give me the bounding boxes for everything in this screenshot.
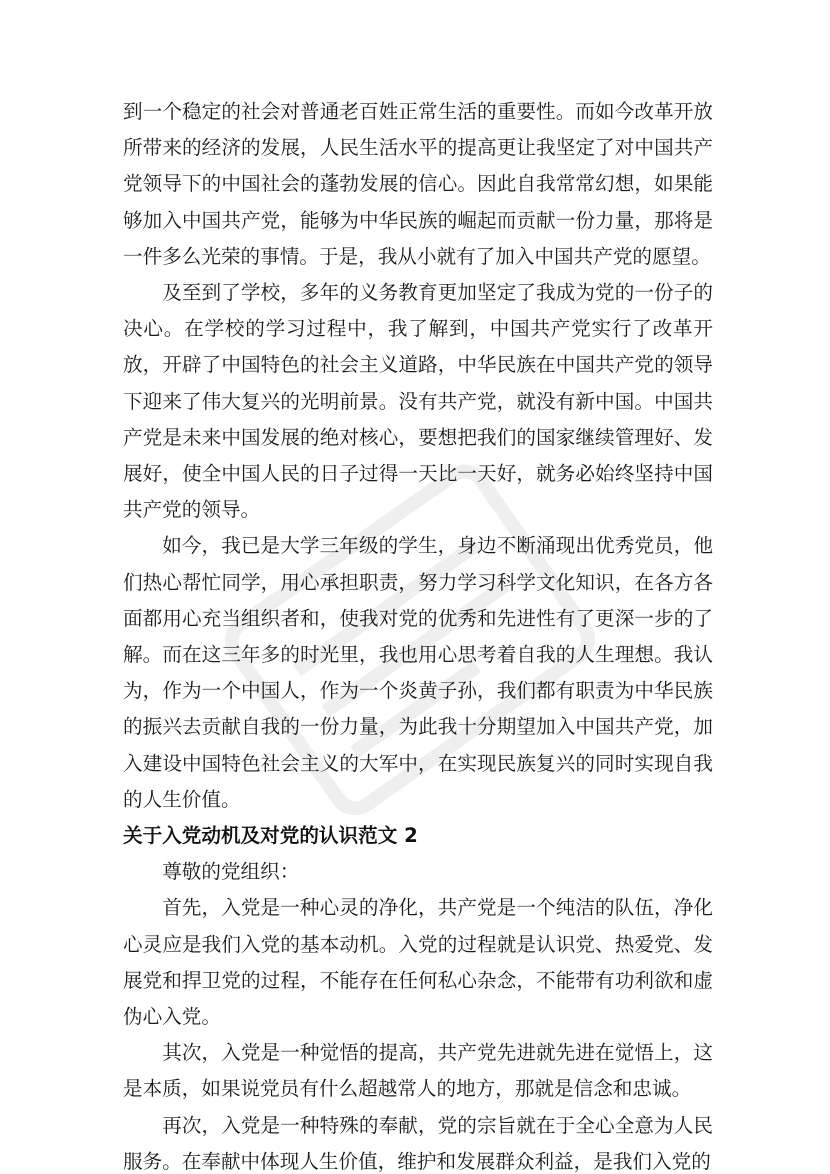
paragraph-university: 如今，我已是大学三年级的学生，身边不断涌现出优秀党员，他们热心帮忙同学，用心承担职责，努力学习科学文化知识，在各方各面都用心充当组织者和，使我对党的优秀和先进性有了更深一步的了解。而在这三年多的时光里，我也用心思考着自我的人生理想。我认为，作为一个中国人，作为一个炎黄子孙，我们都有职责为中华民族的振兴去贡献自我的一份力量，为此我十分期望加入中国共产党，加入建设中国特色社会主义的大军中，在实现民族复兴的同时实现自我的人生价值。	[123, 534, 713, 811]
paragraph-continuation: 到一个稳定的社会对普通老百姓正常生活的重要性。而如今改革开放所带来的经济的发展，人民生活水平的提高更让我坚定了对中国共产党领导下的中国社会的蓬勃发展的信心。因此自我常常幻想，如果能够加入中国共产党，能够为中华民族的崛起而贡献一份力量，那将是一件多么光荣的事情。于是，我从小就有了加入中国共产党的愿望。	[123, 100, 713, 268]
salutation: 尊敬的党组织：	[162, 860, 300, 884]
paragraph-school: 及至到了学校，多年的义务教育更加坚定了我成为党的一份子的决心。在学校的学习过程中，我了解到，中国共产党实行了改革开放，开辟了中国特色的社会主义道路，中华民族在中国共产党的领导下迎来了伟大复兴的光明前景。没有共产党，就没有新中国。中国共产党是未来中国发展的绝对核心，要想把我们的国家继续管理好、发展好，使全中国人民的日子过得一天比一天好，就务必始终坚持中国共产党的领导。	[123, 281, 713, 522]
paragraph-third: 再次，入党是一种特殊的奉献，党的宗旨就在于全心全意为人民服务。在奉献中体现人生价值，维护和发展群众利益，是我们入党的	[123, 1113, 713, 1173]
paragraph-second: 其次，入党是一种觉悟的提高，共产党先进就先进在觉悟上，这是本质，如果说党员有什么超越常人的地方，那就是信念和忠诚。	[123, 1041, 713, 1101]
paragraph-first: 首先，入党是一种心灵的净化，共产党是一个纯洁的队伍，净化心灵应是我们入党的基本动机。入党的过程就是认识党、热爱党、发展党和捍卫党的过程，不能存在任何私心杂念，不能带有功利欲和虚伪心入党。	[123, 896, 713, 1029]
document-body	[123, 94, 713, 1174]
section-heading: 关于入党动机及对党的认识范文 2	[123, 824, 418, 848]
